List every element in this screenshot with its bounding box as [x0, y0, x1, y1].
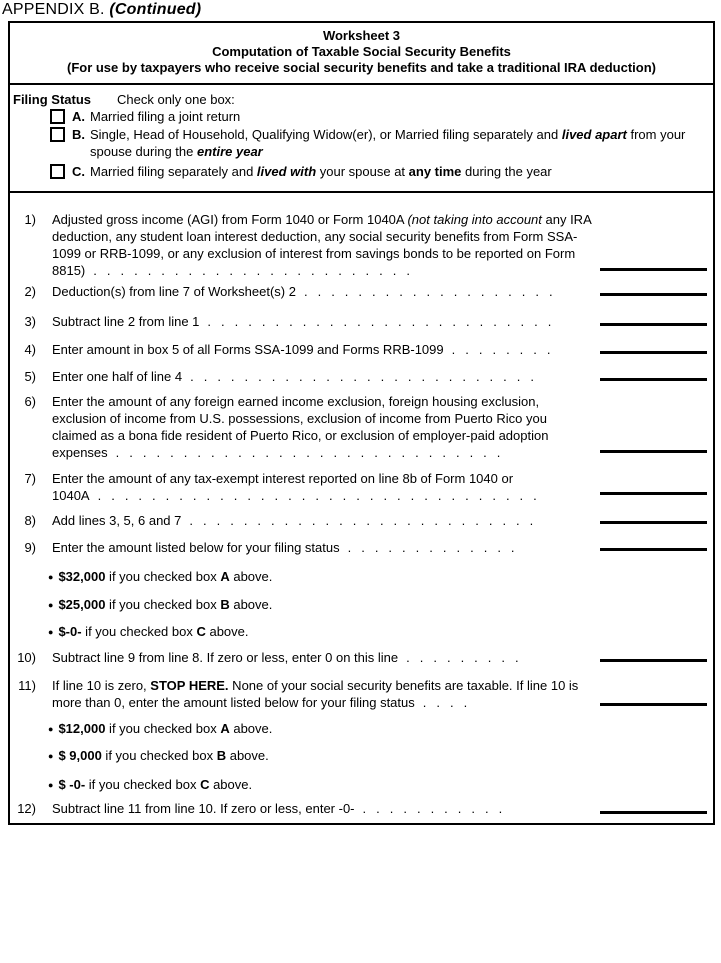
- line-item-10: [10, 649, 713, 666]
- filing-status-section: [10, 85, 713, 193]
- line-number: 10): [17, 650, 36, 665]
- option-a-text: Married filing a joint return: [90, 109, 241, 124]
- worksheet-subtitle: Computation of Taxable Social Security Benefits: [212, 44, 511, 59]
- line-number: 9): [24, 540, 36, 555]
- dot-leader: ...........: [362, 801, 513, 816]
- answer-blank-6[interactable]: [600, 450, 707, 453]
- bullet-icon: ●: [48, 724, 54, 734]
- dot-leader: .............................: [115, 445, 511, 460]
- filing-status-option-b: [10, 126, 713, 160]
- answer-blank-7[interactable]: [600, 492, 707, 495]
- line-11-bullet-c: [48, 776, 252, 794]
- checkbox-a[interactable]: [50, 109, 65, 124]
- answer-blank-9[interactable]: [600, 548, 707, 551]
- worksheet-lines-section: [10, 193, 713, 823]
- filing-status-option-a: [10, 108, 713, 125]
- dot-leader: ........................: [93, 263, 420, 278]
- filing-status-label: Filing Status: [13, 92, 91, 107]
- line-text-rich: If line 10 is zero, STOP HERE. None of your social security benefits are taxable. If line 10 is more than 0, enter the amount listed below for your filing status: [52, 678, 579, 710]
- line-text-rich: Enter the amount of any foreign earned income exclusion, foreign housing exclusion, exclusion of income from U.S. possessions, exclusion of income from Puerto Rico you claimed as a bona fide resident of Puerto Rico, or exclusion of employer-paid adoption expenses: [52, 394, 549, 460]
- line-text-rich: Adjusted gross income (AGI) from Form 1040 or Form 1040A (not taking into account any IRA deduction, any student loan interest deduction, any social security benefits from Form SSA-1099 or RRB-1099, or any exclusion of interest from savings bonds to be reported on Form 8815): [52, 212, 592, 278]
- dot-leader: ..........................: [189, 513, 544, 528]
- answer-blank-5[interactable]: [600, 378, 707, 381]
- worksheet-box: [8, 21, 715, 825]
- option-a-letter: A.: [72, 109, 85, 124]
- line-11-bullet-a: [48, 720, 272, 738]
- bullet-text: $25,000 if you checked box B above.: [58, 597, 273, 612]
- appendix-heading: [2, 1, 201, 19]
- answer-blank-1[interactable]: [600, 268, 707, 271]
- line-text-rich: Enter amount in box 5 of all Forms SSA-1099 and Forms RRB-1099: [52, 342, 444, 357]
- line-text: [52, 211, 592, 279]
- bullet-text: $ -0- if you checked box C above.: [58, 777, 253, 792]
- bullet-icon: ●: [48, 627, 54, 637]
- line-text: [52, 677, 592, 711]
- line-item-4: [10, 341, 713, 358]
- line-text-rich: Add lines 3, 5, 6 and 7: [52, 513, 182, 528]
- line-9-bullet-c: [48, 623, 249, 641]
- worksheet-description: (For use by taxpayers who receive social security benefits and take a traditional IRA deduction): [66, 60, 657, 75]
- checkbox-c[interactable]: [50, 164, 65, 179]
- answer-blank-8[interactable]: [600, 521, 707, 524]
- line-item-5: [10, 368, 713, 385]
- checkbox-b[interactable]: [50, 127, 65, 142]
- bullet-icon: ●: [48, 600, 54, 610]
- line-9-bullet-a: [48, 568, 272, 586]
- dot-leader: ....: [422, 695, 478, 710]
- dot-leader: ........: [451, 342, 561, 357]
- dot-leader: ..........................: [207, 314, 562, 329]
- dot-leader: .............: [347, 540, 525, 555]
- line-text: [52, 649, 592, 666]
- line-item-8: [10, 512, 713, 529]
- line-item-2: [10, 283, 713, 300]
- line-number: 3): [24, 314, 36, 329]
- dot-leader: ..........................: [190, 369, 545, 384]
- line-text-rich: Subtract line 11 from line 10. If zero or less, enter -0-: [52, 801, 355, 816]
- answer-blank-10[interactable]: [600, 659, 707, 662]
- line-text: [52, 341, 592, 358]
- line-item-11: [10, 677, 713, 711]
- line-text: [52, 393, 592, 461]
- line-text: [52, 470, 592, 504]
- option-c-text: Married filing separately and lived with your spouse at any time during the year: [90, 164, 552, 179]
- line-item-12: [10, 800, 713, 817]
- line-item-1: [10, 211, 713, 279]
- bullet-text: $32,000 if you checked box A above.: [58, 569, 273, 584]
- option-c-letter: C.: [72, 164, 85, 179]
- line-number: 6): [24, 394, 36, 409]
- line-text-rich: Enter one half of line 4: [52, 369, 183, 384]
- bullet-text: $-0- if you checked box C above.: [58, 624, 249, 639]
- bullet-icon: ●: [48, 751, 54, 761]
- line-item-6: [10, 393, 713, 461]
- line-number: 5): [24, 369, 36, 384]
- line-11-bullet-b: [48, 747, 269, 765]
- dot-leader: .................................: [97, 488, 547, 503]
- worksheet-title: Worksheet 3: [322, 28, 401, 43]
- line-text: [52, 283, 592, 300]
- line-number: 8): [24, 513, 36, 528]
- line-number: 12): [17, 801, 36, 816]
- answer-blank-3[interactable]: [600, 323, 707, 326]
- bullet-text: $12,000 if you checked box A above.: [58, 721, 273, 736]
- line-text: [52, 313, 592, 330]
- appendix-heading-continued: (Continued): [109, 1, 202, 18]
- appendix-heading-main: APPENDIX B.: [2, 1, 105, 18]
- bullet-text: $ 9,000 if you checked box B above.: [58, 748, 269, 763]
- line-text-rich: Deduction(s) from line 7 of Worksheet(s) 2: [52, 284, 296, 299]
- option-b-letter: B.: [72, 127, 85, 142]
- option-b-text: Single, Head of Household, Qualifying Widow(er), or Married filing separately and lived apart from your spouse during the entire year: [90, 127, 686, 159]
- line-text: [52, 512, 592, 529]
- line-text: [52, 800, 592, 817]
- answer-blank-11[interactable]: [600, 703, 707, 706]
- line-item-7: [10, 470, 713, 504]
- line-9-bullet-b: [48, 596, 272, 614]
- line-number: 1): [24, 212, 36, 227]
- line-number: 2): [24, 284, 36, 299]
- line-number: 4): [24, 342, 36, 357]
- bullet-icon: ●: [48, 780, 54, 790]
- line-item-3: [10, 313, 713, 330]
- line-text-rich: Enter the amount of any tax-exempt interest reported on line 8b of Form 1040 or 1040A: [52, 471, 514, 503]
- worksheet-title-section: [10, 23, 713, 85]
- line-number: 11): [18, 678, 36, 693]
- line-text-rich: Subtract line 2 from line 1: [52, 314, 200, 329]
- line-number: 7): [24, 471, 36, 486]
- dot-leader: ...................: [303, 284, 563, 299]
- line-text-rich: Enter the amount listed below for your filing status: [52, 540, 340, 555]
- line-item-9: [10, 539, 713, 556]
- answer-blank-12[interactable]: [600, 811, 707, 814]
- filing-status-option-c: [10, 163, 713, 180]
- bullet-icon: ●: [48, 572, 54, 582]
- answer-blank-2[interactable]: [600, 293, 707, 296]
- line-text: [52, 539, 592, 556]
- answer-blank-4[interactable]: [600, 351, 707, 354]
- filing-status-instruction: Check only one box:: [117, 92, 235, 107]
- dot-leader: .........: [406, 650, 529, 665]
- line-text: [52, 368, 592, 385]
- line-text-rich: Subtract line 9 from line 8. If zero or less, enter 0 on this line: [52, 650, 399, 665]
